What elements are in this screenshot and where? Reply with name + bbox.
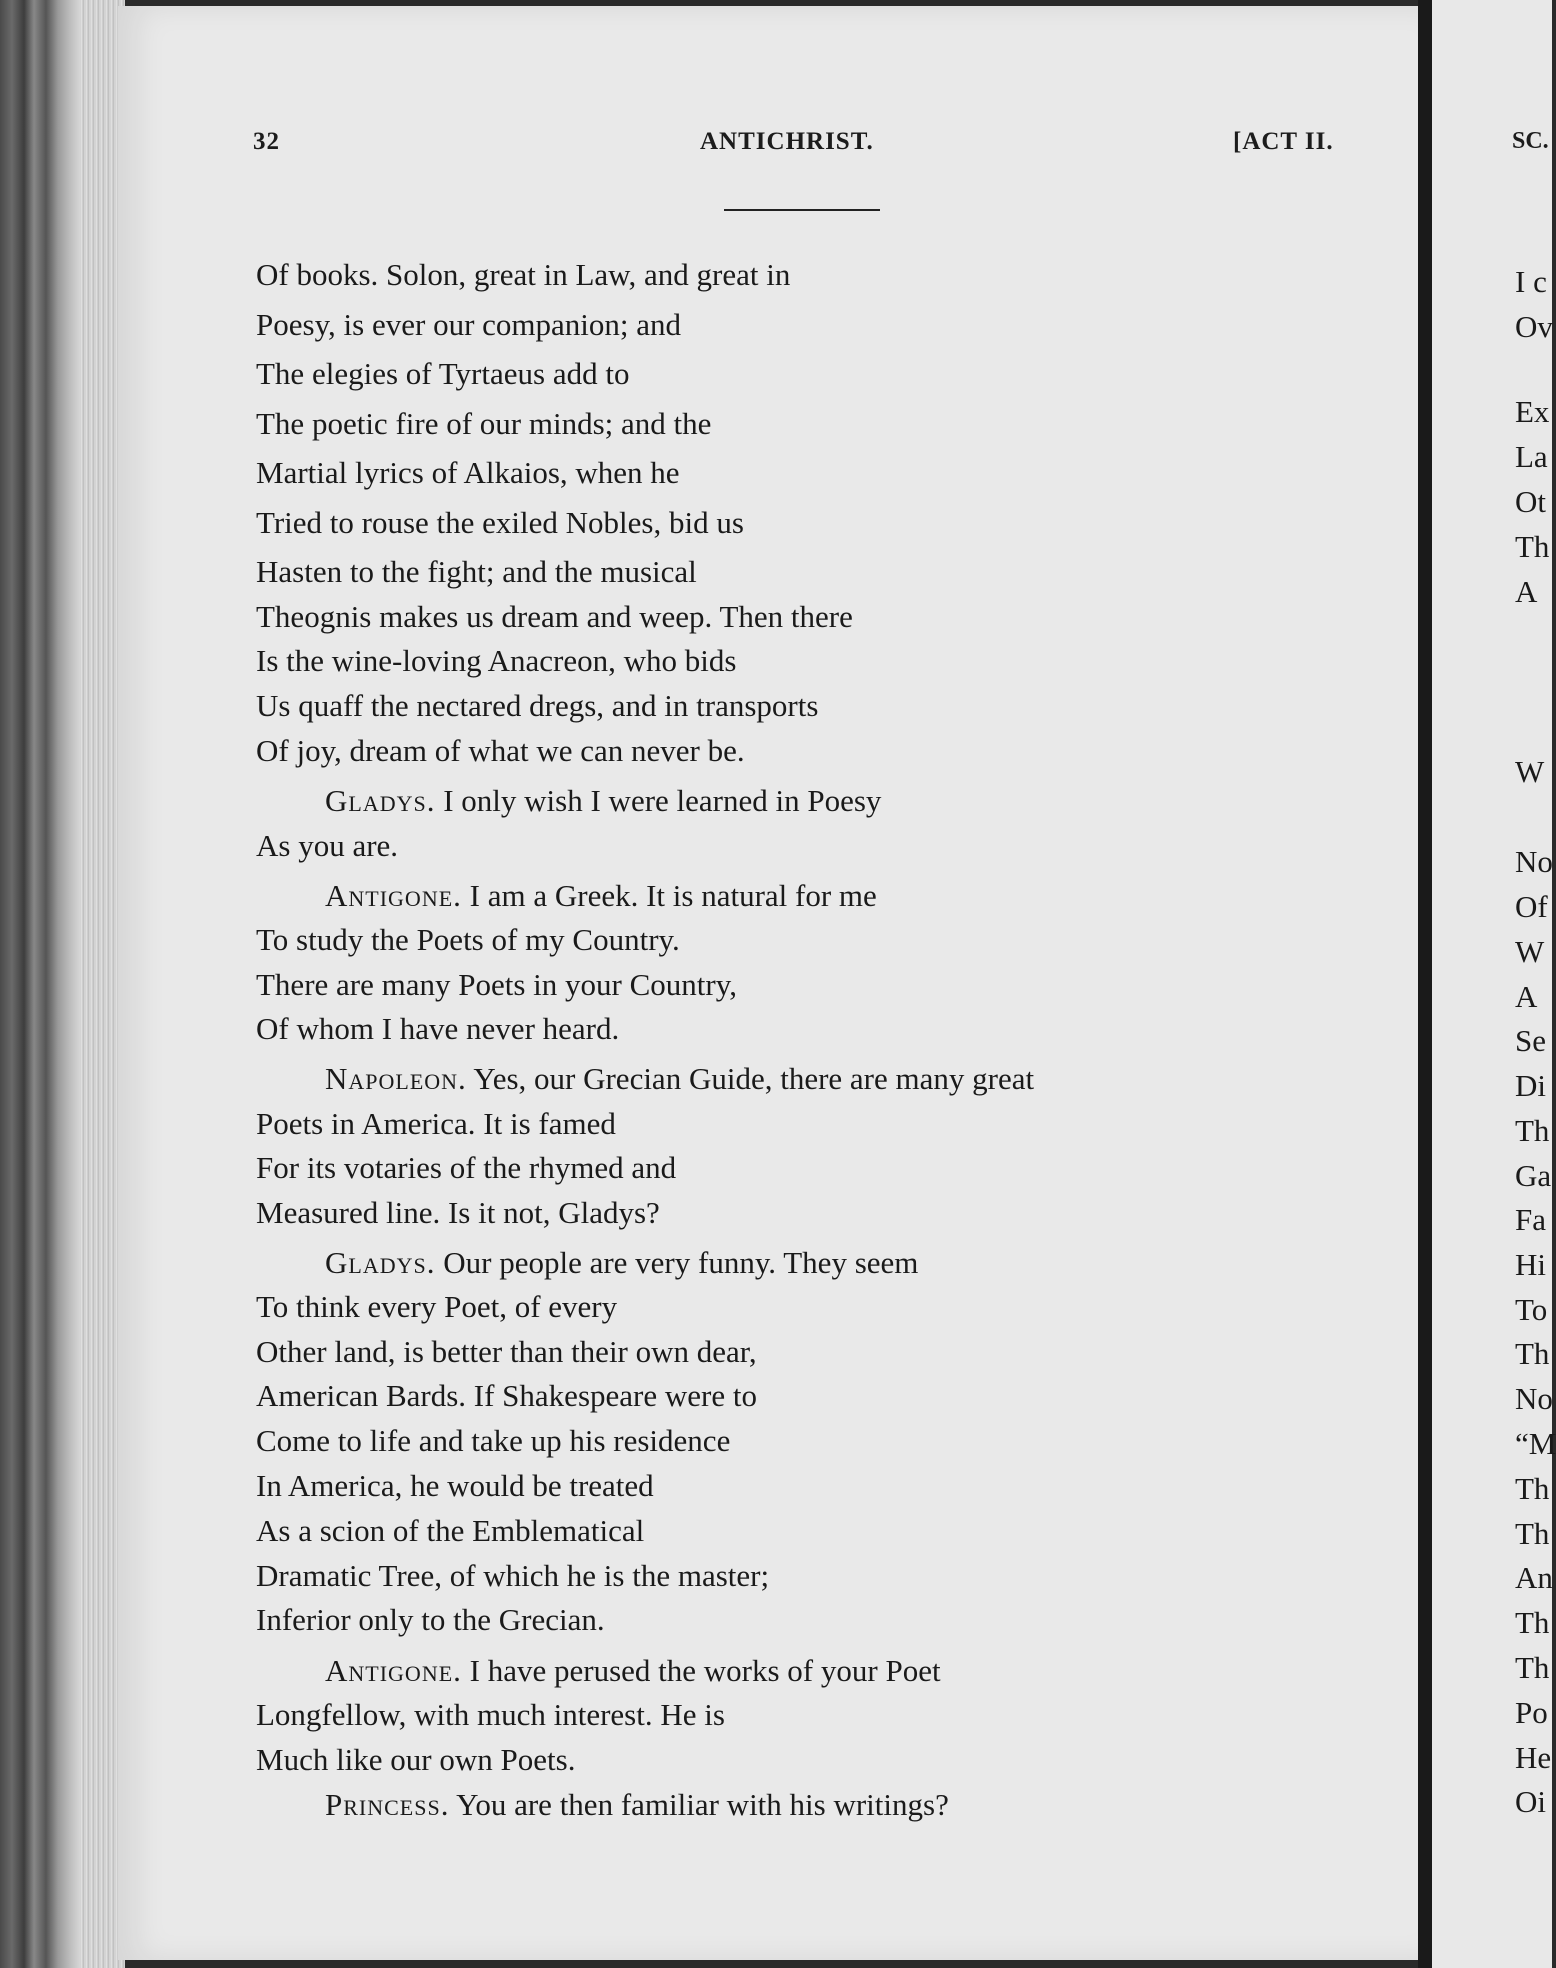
verse-line: Of whom I have never heard.	[256, 1011, 620, 1046]
verse-line: The poetic fire of our minds; and the	[256, 406, 712, 441]
verse-line: Is the wine-loving Anacreon, who bids	[256, 643, 737, 678]
speech-line	[325, 1651, 941, 1691]
right-page-line: Ot	[1515, 484, 1546, 519]
speaker-name: Gladys.	[325, 783, 436, 818]
right-page-line: W	[1515, 754, 1545, 789]
page-number: 32	[253, 128, 280, 155]
verse-line: Much like our own Poets.	[256, 1742, 576, 1777]
speaker-name: Antigone.	[325, 1653, 462, 1688]
speaker-name: Napoleon.	[325, 1061, 467, 1096]
speech-text: Our people are very funny. They seem	[435, 1245, 919, 1280]
right-page-line: Ov	[1515, 309, 1553, 344]
right-page-line: Se	[1515, 1023, 1546, 1058]
speech-text: I only wish I were learned in Poesy	[435, 783, 882, 818]
verse-line: The elegies of Tyrtaeus add to	[256, 356, 630, 391]
right-page-line: W	[1515, 934, 1545, 969]
verse-line: Longfellow, with much interest. He is	[256, 1697, 725, 1732]
verse-line: Come to life and take up his residence	[256, 1423, 731, 1458]
verse-line: For its votaries of the rhymed and	[256, 1150, 677, 1185]
verse-line: Us quaff the nectared dregs, and in transports	[256, 688, 819, 723]
verse-line: There are many Poets in your Country,	[256, 967, 737, 1002]
right-page-line: Th	[1515, 1516, 1550, 1551]
speech-line	[325, 781, 881, 821]
right-page-line: Th	[1515, 1471, 1550, 1506]
speech-text: I have perused the works of your Poet	[461, 1653, 941, 1688]
running-title: ANTICHRIST.	[700, 128, 874, 155]
speaker-name: Antigone.	[325, 878, 462, 913]
right-page-line: Ex	[1515, 394, 1550, 429]
right-page-line: Po	[1515, 1695, 1548, 1730]
verse-line: In America, he would be treated	[256, 1468, 654, 1503]
header-rule	[724, 209, 880, 211]
verse-line: Theognis makes us dream and weep. Then there	[256, 599, 853, 634]
right-page-line: Fa	[1515, 1202, 1546, 1237]
verse-line: Hasten to the fight; and the musical	[256, 554, 697, 589]
verse-line: To think every Poet, of every	[256, 1289, 618, 1324]
right-page-line: No	[1515, 1381, 1553, 1416]
verse-line: As you are.	[256, 828, 399, 863]
book-spine	[0, 0, 80, 1968]
right-page-header: SC.	[1512, 128, 1549, 154]
right-page-line: He	[1515, 1740, 1552, 1775]
verse-line: Poets in America. It is famed	[256, 1106, 616, 1141]
right-page-line: No	[1515, 844, 1553, 879]
verse-line: Poesy, is ever our companion; and	[256, 307, 682, 342]
verse-line: To study the Poets of my Country.	[256, 922, 680, 957]
speech-line	[325, 1785, 949, 1825]
speaker-name: Gladys.	[325, 1245, 436, 1280]
right-page-line: Hi	[1515, 1247, 1546, 1282]
verse-line: Dramatic Tree, of which he is the master;	[256, 1558, 770, 1593]
right-page-line: An	[1515, 1560, 1553, 1595]
verse-line: American Bards. If Shakespeare were to	[256, 1378, 757, 1413]
verse-line: As a scion of the Emblematical	[256, 1513, 645, 1548]
right-page-line: To	[1515, 1292, 1548, 1327]
speech-line	[325, 876, 877, 916]
right-page-line: Oi	[1515, 1784, 1546, 1819]
act-label: [ACT II.	[1233, 128, 1334, 155]
right-page-line: Di	[1515, 1068, 1546, 1103]
verse-line: Of joy, dream of what we can never be.	[256, 733, 745, 768]
right-page-line: A	[1515, 979, 1538, 1014]
speech-text: You are then familiar with his writings?	[449, 1787, 949, 1822]
verse-line: Other land, is better than their own dear,	[256, 1334, 757, 1369]
right-page-line: Th	[1515, 1650, 1550, 1685]
right-page-line: La	[1515, 439, 1548, 474]
right-page-line: Th	[1515, 1605, 1550, 1640]
right-page-line: Ga	[1515, 1158, 1552, 1193]
verse-line: Tried to rouse the exiled Nobles, bid us	[256, 505, 744, 540]
verse-line: Of books. Solon, great in Law, and great in	[256, 257, 791, 292]
speech-line	[325, 1059, 1034, 1099]
verse-line: Measured line. Is it not, Gladys?	[256, 1195, 660, 1230]
book-gutter	[1418, 0, 1432, 1968]
right-page-line: Th	[1515, 1113, 1550, 1148]
right-page-line: “M	[1515, 1426, 1556, 1461]
right-page-line: Th	[1515, 1336, 1550, 1371]
right-page-line: I c	[1515, 264, 1547, 299]
right-page-line: Th	[1515, 529, 1550, 564]
verse-line: Martial lyrics of Alkaios, when he	[256, 455, 680, 490]
speech-line	[325, 1243, 918, 1283]
speech-text: Yes, our Grecian Guide, there are many great	[466, 1061, 1035, 1096]
speaker-name: Princess.	[325, 1787, 450, 1822]
right-page-line: A	[1515, 574, 1538, 609]
speech-text: I am a Greek. It is natural for me	[461, 878, 877, 913]
verse-line: Inferior only to the Grecian.	[256, 1602, 605, 1637]
right-page-line: Of	[1515, 889, 1548, 924]
